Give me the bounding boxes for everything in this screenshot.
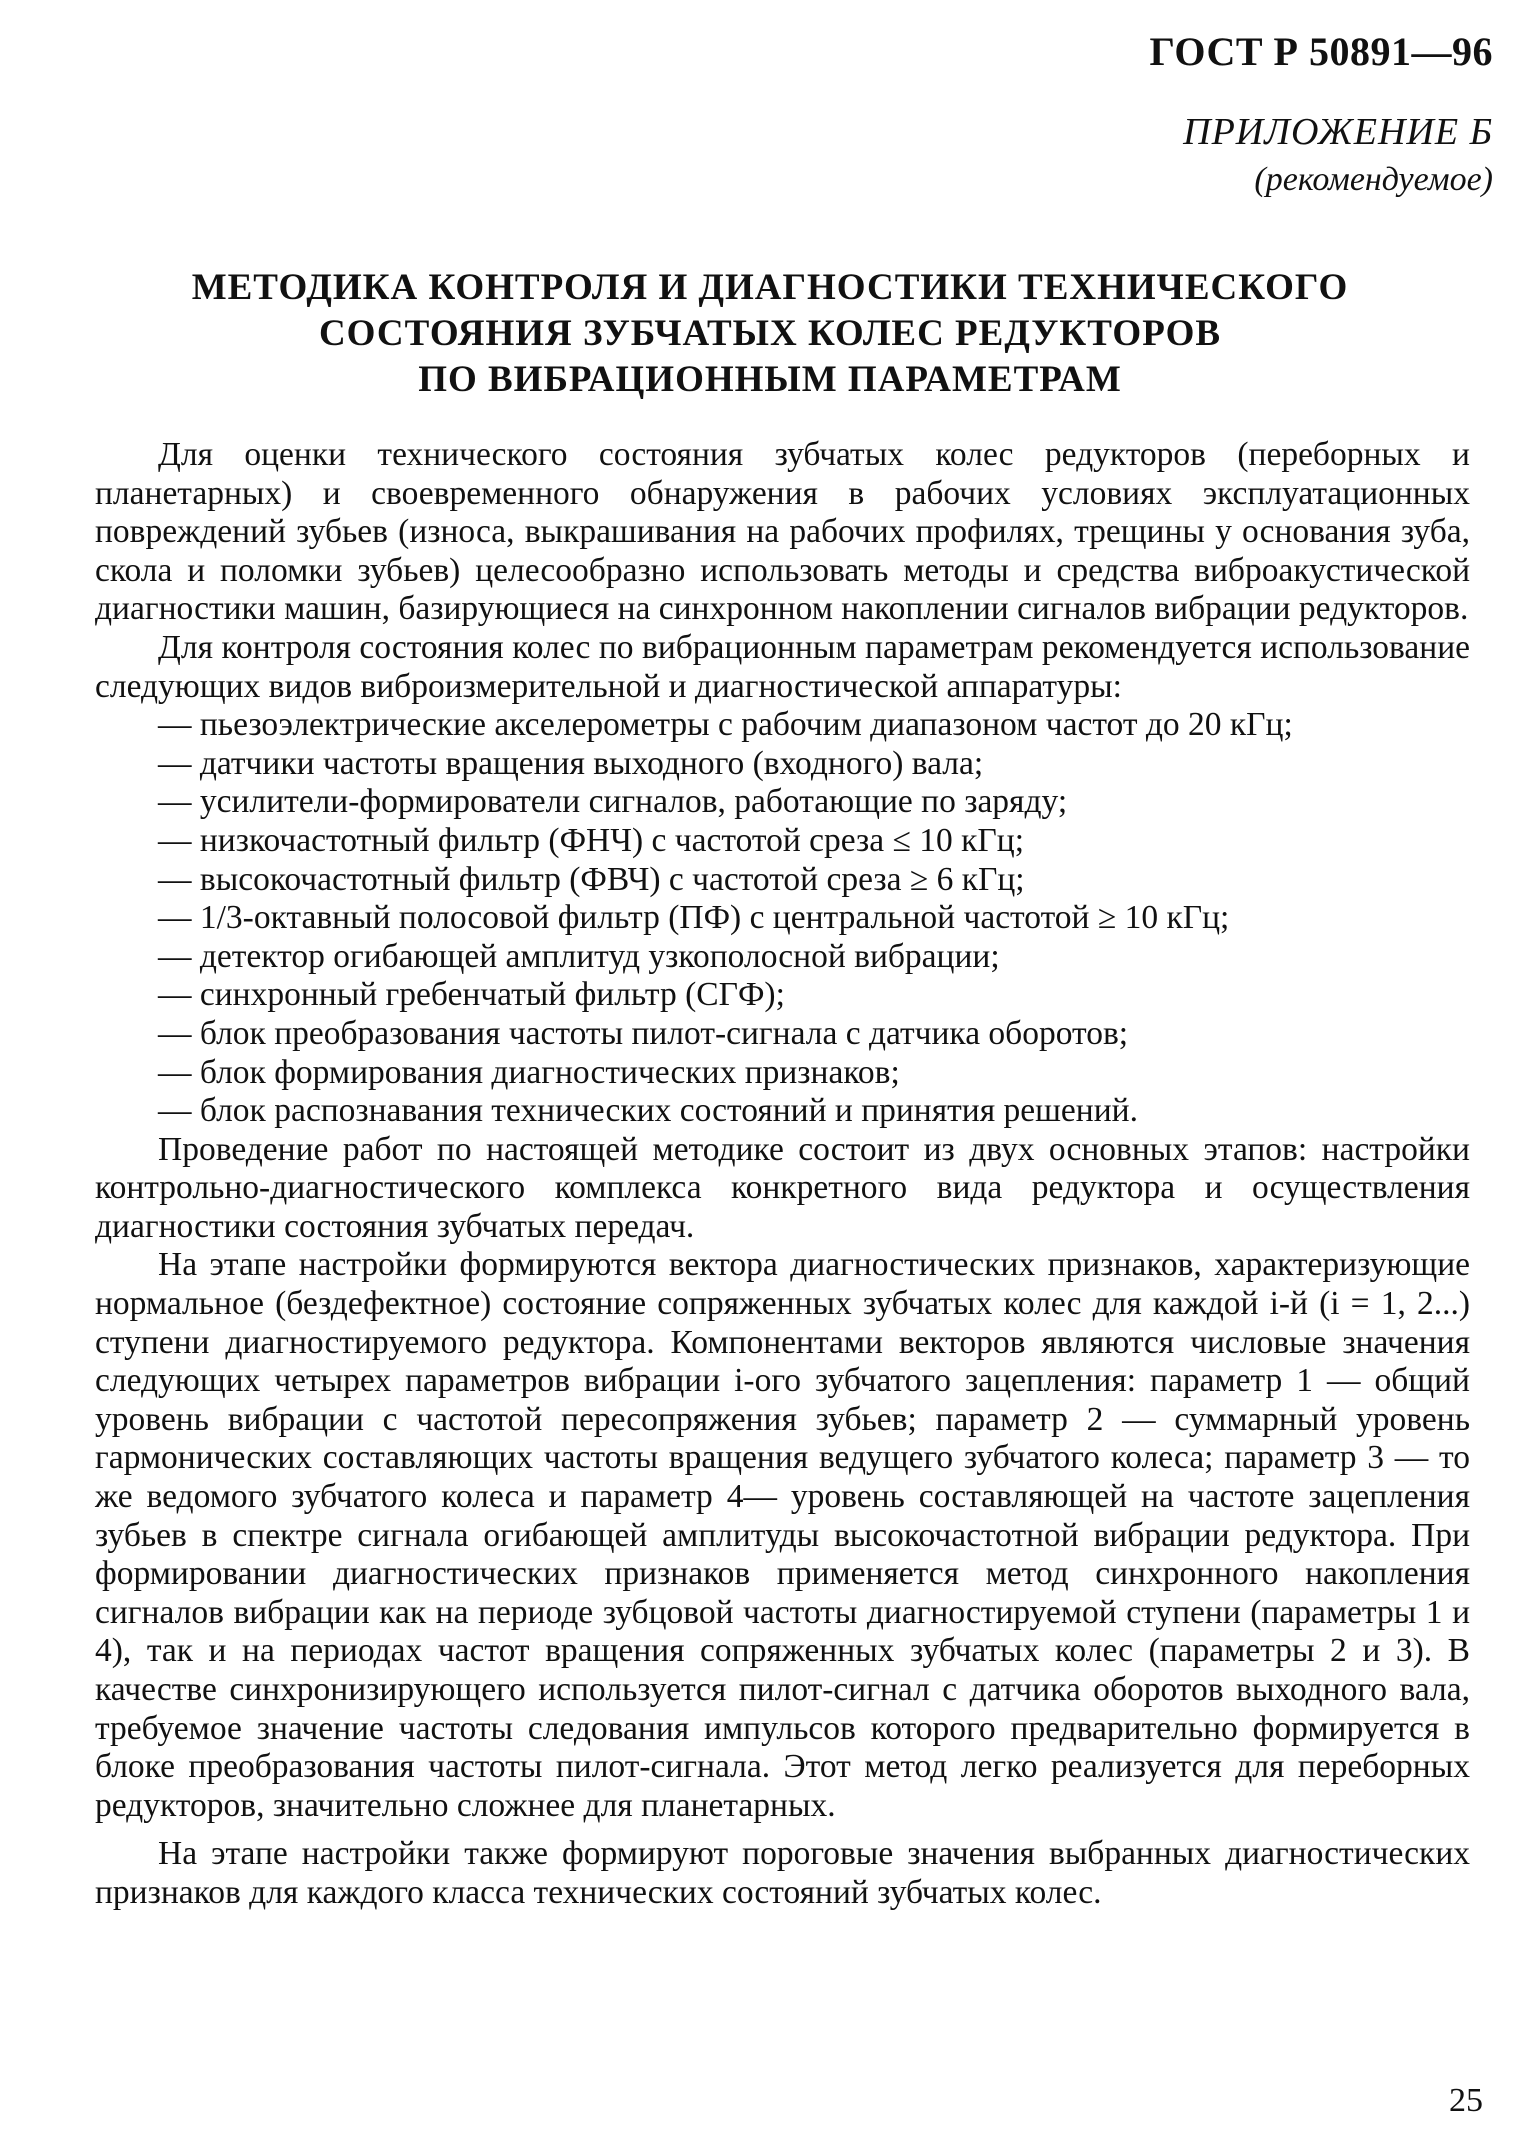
page-number: 25 (1449, 2082, 1483, 2119)
list-item: — низкочастотный фильтр (ФНЧ) с частотой среза ≤ 10 кГц; (158, 821, 1025, 859)
paragraph: На этапе настройки формируются вектора диагностических признаков, характеризующие нормальное (бездефектное) состояние сопряженных зубчатых колес для каждой i-й (i = 1, 2...) ступени диагностируемого редуктора. Компонентами векторов являются числовые значения следующих четырех параметров вибрации i-ого зубчатого зацепления: параметр 1 — общий уровень вибрации с частотой пересопряжения зубьев; параметр 2 — суммарный уровень гармонических составляющих частоты вращения ведущего зубчатого колеса; параметр 3 — то же ведомого зубчатого колеса и параметр 4— уровень составляющей на частоте зацепления зубьев в спектре сигнала огибающей амплитуды высокочастотной вибрации редуктора. При формировании диагностических признаков применяется метод синхронного накопления сигналов вибрации как на периоде зубцовой частоты диагностируемой ступени (параметры 1 и 4), так и на периодах частот вращения сопряженных зубчатых колес (параметры 2 и 3). В качестве синхронизирующего используется пилот-сигнал с датчика оборотов выходного вала, требуемое значение частоты следования импульсов которого предварительно формируется в блоке преобразования частоты пилот-сигнала. Этот метод легко реализуется для переборных редукторов, значительно сложнее для планетарных. (95, 1246, 1470, 1824)
appendix-title: ПРИЛОЖЕНИЕ Б (1183, 111, 1493, 153)
paragraph: Для контроля состояния колес по вибрационным параметрам рекомендуется использование следующих видов виброизмерительной и диагностической аппаратуры: (95, 628, 1470, 705)
list-item: — блок формирования диагностических признаков; (158, 1053, 900, 1091)
appendix-heading (1183, 108, 1493, 204)
list-item: — датчики частоты вращения выходного (входного) вала; (158, 744, 984, 782)
list-item: — усилители-формирователи сигналов, работающие по заряду; (158, 783, 1068, 821)
list-item: — 1/3-октавный полосовой фильтр (ПФ) с центральной частотой ≥ 10 кГц; (158, 899, 1230, 937)
paragraph: На этапе настройки также формируют пороговые значения выбранных диагностических признаков для каждого класса технических состояний зубчатых колес. (95, 1835, 1470, 1911)
title-line: МЕТОДИКА КОНТРОЛЯ И ДИАГНОСТИКИ ТЕХНИЧЕСКОГО (191, 267, 1349, 308)
doc-number: ГОСТ Р 50891—96 (1149, 29, 1493, 74)
list-item: — пьезоэлектрические акселерометры с рабочим диапазоном частот до 20 кГц; (158, 706, 1293, 744)
paragraph-gap (95, 1825, 1470, 1835)
list-item: — блок распознавания технических состояний и принятия решений. (158, 1092, 1138, 1130)
appendix-subtitle: (рекомендуемое) (1254, 161, 1493, 198)
page-title (150, 265, 1390, 403)
list-item: — синхронный гребенчатый фильтр (СГФ); (158, 976, 785, 1014)
list-item: — блок преобразования частоты пилот-сигнала с датчика оборотов; (158, 1014, 1129, 1052)
paragraph: Проведение работ по настоящей методике состоит из двух основных этапов: настройки контрольно-диагностического комплекса конкретного вида редуктора и осуществления диагностики состояния зубчатых передач. (95, 1130, 1470, 1245)
equipment-list (95, 706, 1470, 1131)
title-line: СОСТОЯНИЯ ЗУБЧАТЫХ КОЛЕС РЕДУКТОРОВ (318, 313, 1222, 354)
body-text (95, 436, 1470, 1913)
list-item: — высокочастотный фильтр (ФВЧ) с частотой среза ≥ 6 кГц; (158, 860, 1025, 898)
title-line: ПО ВИБРАЦИОННЫМ ПАРАМЕТРАМ (418, 359, 1122, 400)
paragraph: Для оценки технического состояния зубчатых колес редукторов (переборных и планетарных) и своевременного обнаружения в рабочих условиях эксплуатационных повреждений зубьев (износа, выкрашивания на рабочих профилях, трещины у основания зуба, скола и поломки зубьев) целесообразно использовать методы и средства виброакустической диагностики машин, базирующиеся на синхронном накоплении сигналов вибрации редукторов. (95, 436, 1470, 628)
list-item: — детектор огибающей амплитуд узкополосной вибрации; (158, 937, 1000, 975)
